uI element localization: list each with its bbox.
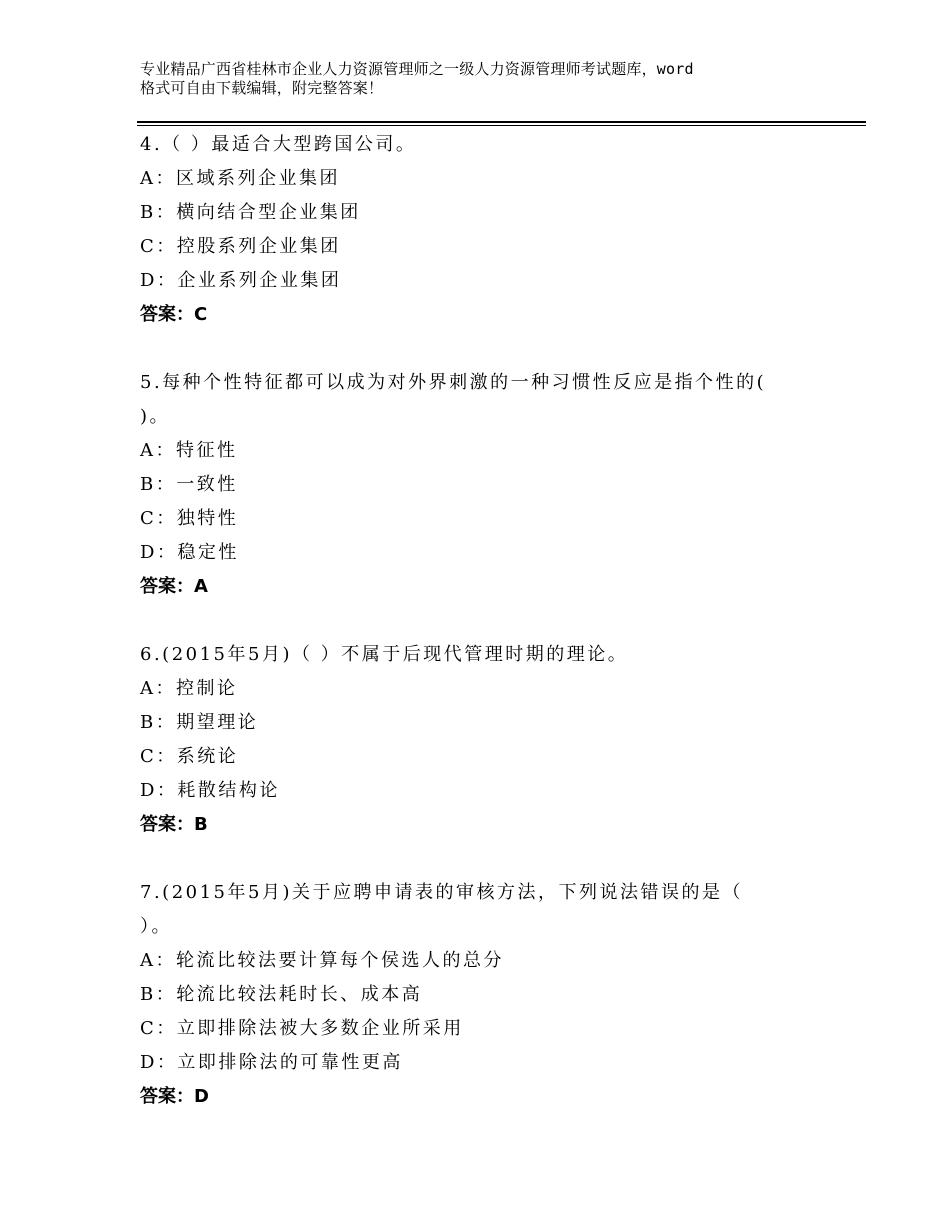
question-stem: 5.每种个性特征都可以成为对外界刺激的一种习惯性反应是指个性的(: [140, 372, 767, 393]
option-b: B：横向结合型企业集团: [140, 202, 361, 223]
option-a: A：特征性: [140, 440, 238, 461]
option-d: D：耗散结构论: [140, 780, 280, 801]
option-c: C：系统论: [140, 746, 239, 767]
option-c: C：独特性: [140, 508, 239, 529]
option-c: C：立即排除法被大多数企业所采用: [140, 1018, 464, 1039]
header-divider-thin: [137, 125, 866, 126]
question-list: [140, 128, 840, 1114]
option-a: A：控制论: [140, 678, 238, 699]
header-line-1: 专业精品广西省桂林市企业人力资源管理师之一级人力资源管理师考试题库，word: [140, 60, 694, 78]
answer: 答案：D: [140, 1086, 209, 1107]
option-d: D：稳定性: [140, 542, 239, 563]
question-stem-continued: )。: [140, 406, 171, 427]
answer: 答案：C: [140, 304, 208, 325]
header-divider-thick: [137, 121, 866, 123]
option-a: A：区域系列企业集团: [140, 168, 340, 189]
option-b: B：期望理论: [140, 712, 259, 733]
question-7: [140, 876, 840, 1114]
answer: 答案：A: [140, 576, 208, 597]
option-b: B：一致性: [140, 474, 238, 495]
document-header: [140, 60, 840, 98]
question-5: [140, 366, 840, 604]
spacer: [140, 842, 840, 876]
question-stem: 6.(2015年5月)（ ）不属于后现代管理时期的理论。: [140, 644, 629, 665]
question-stem: 4.（ ）最适合大型跨国公司。: [140, 134, 417, 155]
question-stem: 7.(2015年5月)关于应聘申请表的审核方法，下列说法错误的是（: [140, 882, 743, 903]
question-6: [140, 638, 840, 842]
option-b: B：轮流比较法耗时长、成本高: [140, 984, 423, 1005]
option-d: D：立即排除法的可靠性更高: [140, 1052, 403, 1073]
answer: 答案：B: [140, 814, 208, 835]
header-line-2: 格式可自由下载编辑，附完整答案！: [140, 79, 384, 97]
question-4: [140, 128, 840, 332]
question-stem-continued: ）。: [140, 916, 172, 937]
option-d: D：企业系列企业集团: [140, 270, 342, 291]
spacer: [140, 332, 840, 366]
option-c: C：控股系列企业集团: [140, 236, 341, 257]
option-a: A：轮流比较法要计算每个侯选人的总分: [140, 950, 504, 971]
spacer: [140, 604, 840, 638]
